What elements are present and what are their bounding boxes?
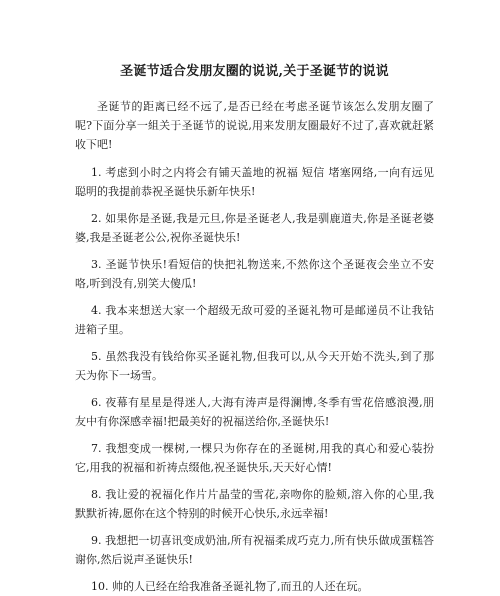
list-item — [75, 577, 434, 596]
document-title: 圣诞节适合发朋友圈的说说,关于圣诞节的说说 — [120, 64, 389, 79]
item-number: 5. — [91, 350, 102, 363]
item-text: 圣诞节快乐!看短信的快把礼物送来,不然你这个圣诞夜会坐立不安咯,听到没有,别笑大傻瓜! — [75, 258, 434, 290]
item-number: 7. — [91, 442, 102, 455]
item-number: 10. — [91, 580, 109, 593]
item-number: 3. — [91, 258, 102, 271]
list-item — [75, 393, 434, 431]
item-number: 1. — [91, 166, 102, 179]
intro-paragraph: 圣诞节的距离已经不远了,是否已经在考虑圣诞节该怎么发朋友圈了呢?下面分享一組关于圣诞节的说说,用来发朋友圈最好不过了,喜欢就赶紧收下吧! — [75, 100, 434, 151]
list-item — [75, 301, 434, 339]
list-item — [75, 163, 434, 201]
item-text: 帅的人已经在给我准备圣诞礼物了,而丑的人还在玩。 — [112, 580, 369, 593]
item-text: 我让爱的祝福化作片片晶莹的雪花,亲吻你的脸颊,溶入你的心里,我默默祈祷,愿你在这个特别的时候开心快乐,永远幸福! — [75, 488, 434, 520]
item-text: 虽然我没有钱给你买圣诞礼物,但我可以,从今天开始不洗头,到了那天为你下一场雪。 — [75, 350, 434, 382]
item-text: 我想变成一棵树,一棵只为你存在的圣诞树,用我的真心和爱心装扮它,用我的祝福和祈祷点缀他,祝圣诞快乐,天天好心情! — [75, 442, 434, 474]
list-item — [75, 439, 434, 477]
list-item — [75, 209, 434, 247]
item-number: 9. — [91, 534, 102, 547]
item-text: 我想把一切喜讯变成奶油,所有祝福柔成巧克力,所有快乐做成蛋糕答谢你,然后说声圣诞快乐! — [75, 534, 434, 566]
item-text: 如果你是圣诞,我是元旦,你是圣诞老人,我是驯鹿道夫,你是圣诞老婆婆,我是圣诞老公公,祝你圣诞快乐! — [75, 212, 434, 244]
item-number: 2. — [91, 212, 102, 225]
item-text: 考虑到小时之内将会有铺天盖地的祝福 短信 堵塞网络,一向有远见聪明的我提前恭祝圣诞快乐新年快乐! — [75, 166, 434, 198]
list-item — [75, 485, 434, 523]
list-item — [75, 255, 434, 293]
list-item — [75, 531, 434, 569]
item-number: 6. — [91, 396, 102, 409]
item-number: 8. — [91, 488, 102, 501]
item-number: 4. — [91, 304, 102, 317]
item-text: 夜幕有星星是得迷人,大海有涛声是得澜博,冬季有雪花倍感浪漫,朋友中有你深感幸福!把最美好的祝福送给你,圣诞快乐! — [75, 396, 434, 428]
item-text: 我本来想送大家一个超级无敌可爱的圣诞礼物可是邮递员不让我钻进箱子里。 — [75, 304, 434, 336]
list-item — [75, 347, 434, 385]
